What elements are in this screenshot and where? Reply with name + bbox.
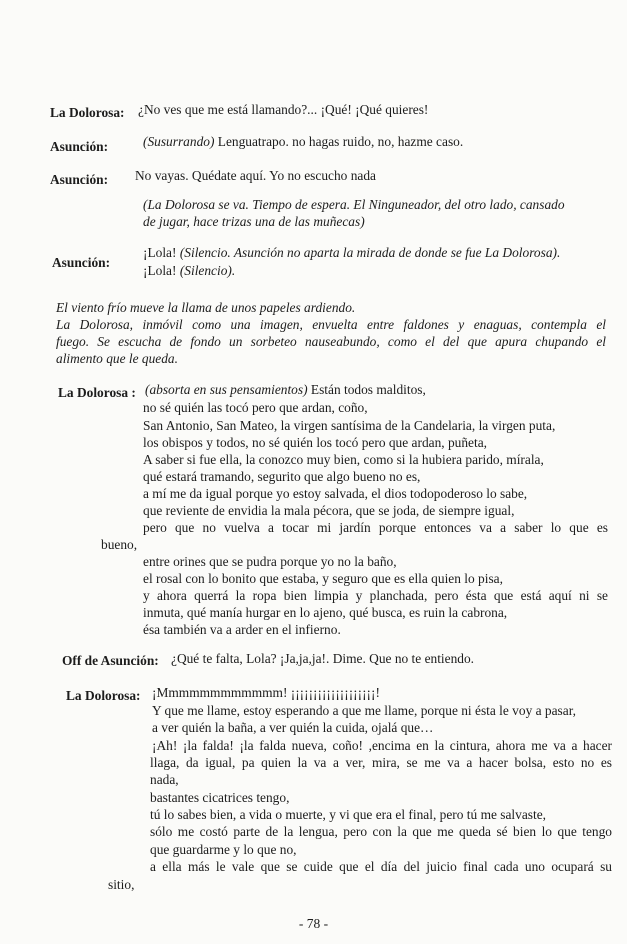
dialogue-line: A saber si fue ella, la conozco muy bien, como si la hubiera parido, mírala,: [143, 452, 544, 467]
speaker-name: Asunción:: [50, 172, 109, 187]
dialogue-line: qué estará tramando, segurito que algo bueno no es,: [143, 469, 421, 484]
dialogue-line: sitio,: [108, 877, 135, 892]
speaker-name: La Dolorosa:: [50, 105, 125, 120]
speaker-name: Asunción:: [50, 139, 109, 154]
dialogue-line: a ver quién la baña, a ver quién la cuida, ojalá que…: [152, 720, 434, 735]
dialogue-line: no sé quién las tocó pero que ardan, coño,: [143, 400, 368, 415]
stage-direction: (Susurrando): [143, 134, 215, 149]
speaker-name: Asunción:: [52, 255, 111, 270]
stage-line: La Dolorosa, inmóvil como una imagen, envuelta entre faldones y enaguas, contempla el: [56, 317, 606, 332]
dialogue-line: a ella más le vale que se cuide que el día del juicio final cada uno ocupará su: [150, 859, 612, 874]
dialogue-line: inmuta, qué manía hurgar en lo ajeno, qué busca, es ruin la cabrona,: [143, 605, 508, 620]
dialogue-line: ¡Lola!: [143, 245, 177, 260]
speaker-name: La Dolorosa:: [66, 688, 141, 703]
dialogue-line: a mí me da igual porque yo estoy salvada, el dios todopoderoso lo sabe,: [143, 486, 528, 501]
page-number: - 78 -: [298, 916, 329, 931]
dialogue-line: No vayas. Quédate aquí. Yo no escucho nada: [135, 168, 376, 183]
dialogue-line: bastantes cicatrices tengo,: [150, 790, 290, 805]
stage-line: fuego. Se escucha de fondo un sorbeteo nauseabundo, como el del que apura chupando el: [56, 334, 606, 349]
dialogue-line: ¿No ves que me está llamando?... ¡Qué! ¡Qué quieres!: [138, 102, 429, 117]
stage-direction: (Silencio).: [179, 263, 236, 278]
speaker-name: Off de Asunción:: [62, 653, 159, 668]
dialogue-line: sólo me costó parte de la lengua, pero con la que me queda sé bien lo que tengo: [150, 824, 612, 839]
dialogue-line: entre orines que se pudra porque yo no la baño,: [143, 554, 397, 569]
dialogue-line: Están todos malditos,: [310, 382, 426, 397]
dialogue-line: los obispos y todos, no sé quién los tocó pero que ardan, puñeta,: [143, 435, 488, 450]
dialogue-line: San Antonio, San Mateo, la virgen santísima de la Candelaria, la virgen puta,: [143, 418, 556, 433]
dialogue-line: bueno,: [101, 537, 138, 552]
dialogue-line: ¡Ah! ¡la falda! ¡la falda nueva, coño! ,encima en la cintura, ahora me va a hacer: [152, 738, 612, 753]
speaker-name: La Dolorosa :: [58, 385, 136, 400]
dialogue-line: ¿Qué te falta, Lola? ¡Ja,ja,ja!. Dime. Que no te entiendo.: [171, 651, 475, 666]
dialogue-line: tú lo sabes bien, a vida o muerte, y vi que era el final, pero tú me salvaste,: [150, 807, 547, 822]
dialogue-line: llaga, da igual, pa quien la va a ver, mira, se me va a hacer bolsa, esto no es: [150, 755, 612, 770]
dialogue-line: Lenguatrapo. no hagas ruido, no, hazme caso.: [217, 134, 464, 149]
dialogue-line: pero que no vuelva a tocar mi jardín porque entonces va a saber lo que es: [143, 520, 608, 535]
dialogue-line: ¡Mmmmmmmmmmmm! ¡¡¡¡¡¡¡¡¡¡¡¡¡¡¡¡¡¡¡!: [152, 685, 380, 700]
dialogue-line: que reviente de envidia la mala pécora, que se joda, de siempre igual,: [143, 503, 515, 518]
dialogue-line: y ahora querrá la ropa bien limpia y planchada, pero ésta que está aquí ni se: [143, 588, 608, 603]
dialogue-line: nada,: [150, 772, 179, 787]
stage-line: El viento frío mueve la llama de unos papeles ardiendo.: [56, 300, 356, 315]
stage-direction: (Silencio. Asunción no aparta la mirada de donde se fue La Dolorosa).: [179, 245, 561, 260]
dialogue-line: ésa también va a arder en el infierno.: [143, 622, 341, 637]
dialogue-line: Y que me llame, estoy esperando a que me llame, porque ni ésta le voy a pasar,: [152, 703, 576, 718]
stage-direction-line: de jugar, hace trizas una de las muñecas): [143, 214, 365, 229]
stage-direction: (absorta en sus pensamientos): [145, 382, 308, 397]
dialogue-line: que guardarme y lo que no,: [150, 842, 297, 857]
stage-line: alimento que le queda.: [56, 351, 178, 366]
dialogue-line: el rosal con lo bonito que estaba, y seguro que es ella quien lo pisa,: [143, 571, 503, 586]
stage-direction-line: (La Dolorosa se va. Tiempo de espera. El Ninguneador, del otro lado, cansado: [143, 197, 565, 212]
dialogue-line: ¡Lola!: [143, 263, 177, 278]
